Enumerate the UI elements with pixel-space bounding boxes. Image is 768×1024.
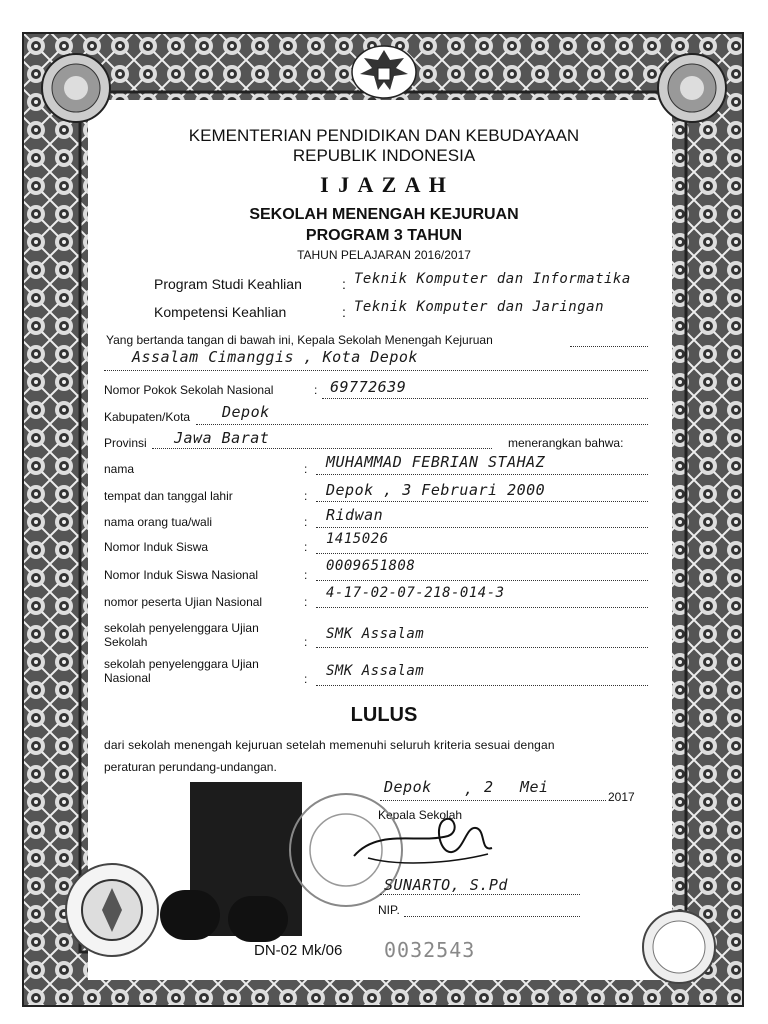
colon: :: [304, 462, 308, 476]
dotted-line: [570, 346, 648, 347]
serial-number: 0032543: [384, 938, 476, 962]
academic-year: TAHUN PELAJARAN 2016/2017: [297, 248, 471, 262]
photo-fingerprint-smudge: [160, 890, 220, 940]
colon: :: [304, 568, 308, 582]
birth-value: Depok , 3 Februari 2000: [326, 481, 546, 499]
tut-wuri-handayani-logo-icon: [62, 860, 162, 960]
school-type: SEKOLAH MENENGAH KEJURUAN: [249, 206, 519, 223]
statement-line-1: dari sekolah menengah kejuruan setelah memenuhi seluruh kriteria sesuai dengan: [104, 738, 555, 752]
birth-label: tempat dan tanggal lahir: [104, 489, 233, 503]
school-name: Assalam Cimanggis , Kota Depok: [132, 348, 418, 366]
competency-value: Teknik Komputer dan Jaringan: [354, 299, 605, 315]
study-program-label: Program Studi Keahlian: [154, 276, 302, 292]
dotted-line: [380, 800, 606, 801]
signature-day: 2: [484, 778, 494, 796]
study-program-value: Teknik Komputer dan Informatika: [354, 271, 631, 287]
bottom-right-medallion: [640, 908, 718, 986]
colon: :: [304, 489, 308, 503]
signature-comma: ,: [464, 780, 474, 798]
parent-value: Ridwan: [326, 506, 384, 524]
student-name-value: MUHAMMAD FEBRIAN STAHAZ: [326, 453, 546, 471]
colon: :: [342, 276, 346, 292]
program-duration: PROGRAM 3 TAHUN: [305, 227, 463, 244]
npsn-value: 69772639: [330, 378, 407, 396]
signer-intro: Yang bertanda tangan di bawah ini, Kepala Sekolah Menengah Kejuruan: [106, 333, 493, 347]
dotted-line: [316, 501, 648, 502]
signature-scribble-icon: [348, 808, 498, 868]
signature-month: Mei: [520, 778, 549, 796]
top-right-medallion: [656, 52, 728, 124]
parent-label: nama orang tua/wali: [104, 515, 213, 529]
principal-role: Kepala Sekolah: [378, 808, 463, 822]
national-exam-label: sekolah penyelenggara Ujian Nasional: [104, 657, 259, 685]
dotted-line: [316, 607, 648, 608]
exam-number-value: 4-17-02-07-218-014-3: [326, 585, 505, 601]
certificate-title: I J A Z A H: [320, 172, 448, 197]
dotted-line: [152, 448, 492, 449]
serial-code: DN-02 Mk/06: [254, 942, 343, 959]
photo-fingerprint-smudge: [228, 896, 288, 942]
nisn-label: Nomor Induk Siswa Nasional: [104, 568, 259, 582]
dotted-line: [316, 474, 648, 475]
nis-label: Nomor Induk Siswa: [104, 540, 209, 554]
republic-title: REPUBLIK INDONESIA: [292, 146, 476, 165]
principal-name: SUNARTO, S.Pd: [384, 876, 508, 894]
nis-value: 1415026: [326, 531, 389, 547]
nip-label: NIP.: [378, 903, 400, 917]
colon: :: [314, 383, 318, 397]
garuda-emblem-icon: [350, 40, 418, 100]
declares-text: menerangkan bahwa:: [508, 436, 624, 450]
dotted-line: [404, 916, 580, 917]
dotted-line: [104, 370, 648, 371]
province-value: Jawa Barat: [174, 429, 270, 447]
colon: :: [304, 515, 308, 529]
dotted-line: [380, 894, 580, 895]
colon: :: [342, 304, 346, 320]
dotted-line: [316, 527, 648, 528]
dotted-line: [316, 685, 648, 686]
competency-label: Kompetensi Keahlian: [154, 304, 287, 320]
student-name-label: nama: [104, 462, 135, 476]
dotted-line: [316, 580, 648, 581]
city-label: Kabupaten/Kota: [104, 410, 191, 424]
colon: :: [304, 595, 308, 609]
nisn-value: 0009651808: [326, 558, 416, 574]
signature-year: 2017: [608, 790, 635, 804]
province-label: Provinsi: [104, 436, 147, 450]
school-exam-value: SMK Assalam: [326, 626, 425, 642]
exam-number-label: nomor peserta Ujian Nasional: [104, 595, 263, 609]
dotted-line: [322, 398, 648, 399]
statement-line-2: peraturan perundang-undangan.: [104, 760, 277, 774]
ministry-title: KEMENTERIAN PENDIDIKAN DAN KEBUDAYAAN: [188, 126, 580, 145]
signature-place: Depok: [384, 778, 432, 796]
dotted-line: [316, 647, 648, 648]
result-status: LULUS: [350, 704, 418, 726]
school-exam-label: sekolah penyelenggara Ujian Sekolah: [104, 621, 259, 649]
national-exam-value: SMK Assalam: [326, 663, 425, 679]
top-left-medallion: [40, 52, 112, 124]
colon: :: [304, 635, 308, 649]
npsn-label: Nomor Pokok Sekolah Nasional: [104, 383, 274, 397]
dotted-line: [196, 424, 648, 425]
colon: :: [304, 540, 308, 554]
dotted-line: [316, 553, 648, 554]
city-value: Depok: [222, 403, 270, 421]
colon: :: [304, 672, 308, 686]
